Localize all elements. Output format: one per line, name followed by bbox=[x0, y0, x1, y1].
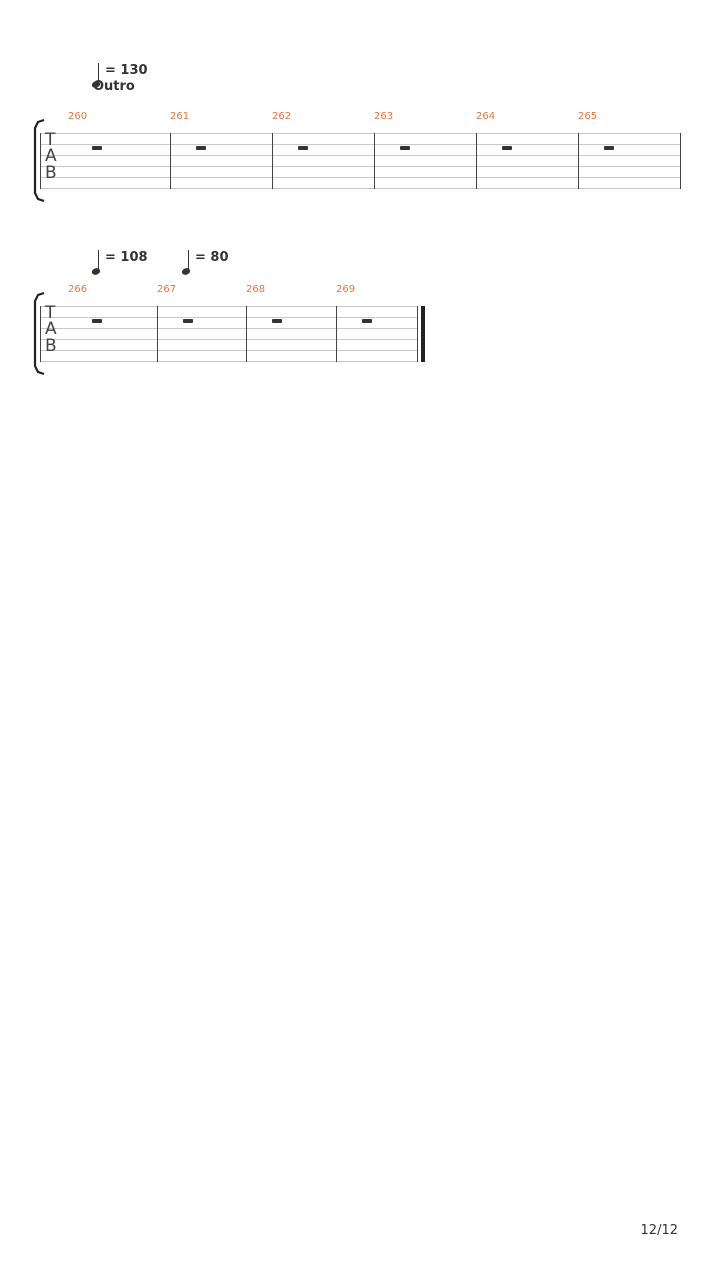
tab-clef-letter: A bbox=[45, 146, 57, 166]
section-label-outro: Outro bbox=[93, 79, 135, 94]
measure-number: 265 bbox=[578, 111, 598, 122]
measure-number: 267 bbox=[157, 284, 177, 295]
whole-rest-icon bbox=[400, 146, 410, 150]
measure-number: 264 bbox=[476, 111, 496, 122]
barline-final-thick bbox=[421, 306, 425, 362]
tempo-value: = 130 bbox=[105, 63, 148, 78]
whole-rest-icon bbox=[196, 146, 206, 150]
measure-number: 260 bbox=[68, 111, 88, 122]
tab-staff-1 bbox=[0, 110, 720, 210]
whole-rest-icon bbox=[604, 146, 614, 150]
whole-rest-icon bbox=[362, 319, 372, 323]
measure-number: 266 bbox=[68, 284, 88, 295]
tab-clef-letter: B bbox=[45, 336, 57, 356]
whole-rest-icon bbox=[183, 319, 193, 323]
tab-clef-letter: A bbox=[45, 319, 57, 339]
quarter-note-icon bbox=[181, 249, 195, 277]
measure-number: 261 bbox=[170, 111, 190, 122]
measure-number: 263 bbox=[374, 111, 394, 122]
measure-number: 262 bbox=[272, 111, 292, 122]
tab-clef-letter: B bbox=[45, 163, 57, 183]
measure-number: 269 bbox=[336, 284, 356, 295]
whole-rest-icon bbox=[272, 319, 282, 323]
page-number: 12/12 bbox=[640, 1223, 678, 1238]
tab-staff-2 bbox=[0, 283, 720, 383]
tab-staff-system-2 bbox=[0, 283, 720, 383]
measure-number: 268 bbox=[246, 284, 266, 295]
tab-clef-letter: T bbox=[45, 303, 56, 323]
tab-staff-system-1 bbox=[0, 110, 720, 210]
tempo-value: = 80 bbox=[195, 250, 229, 265]
quarter-note-icon bbox=[91, 249, 105, 277]
whole-rest-icon bbox=[92, 146, 102, 150]
tempo-value: = 108 bbox=[105, 250, 148, 265]
whole-rest-icon bbox=[92, 319, 102, 323]
whole-rest-icon bbox=[502, 146, 512, 150]
tab-clef-letter: T bbox=[45, 130, 56, 150]
whole-rest-icon bbox=[298, 146, 308, 150]
